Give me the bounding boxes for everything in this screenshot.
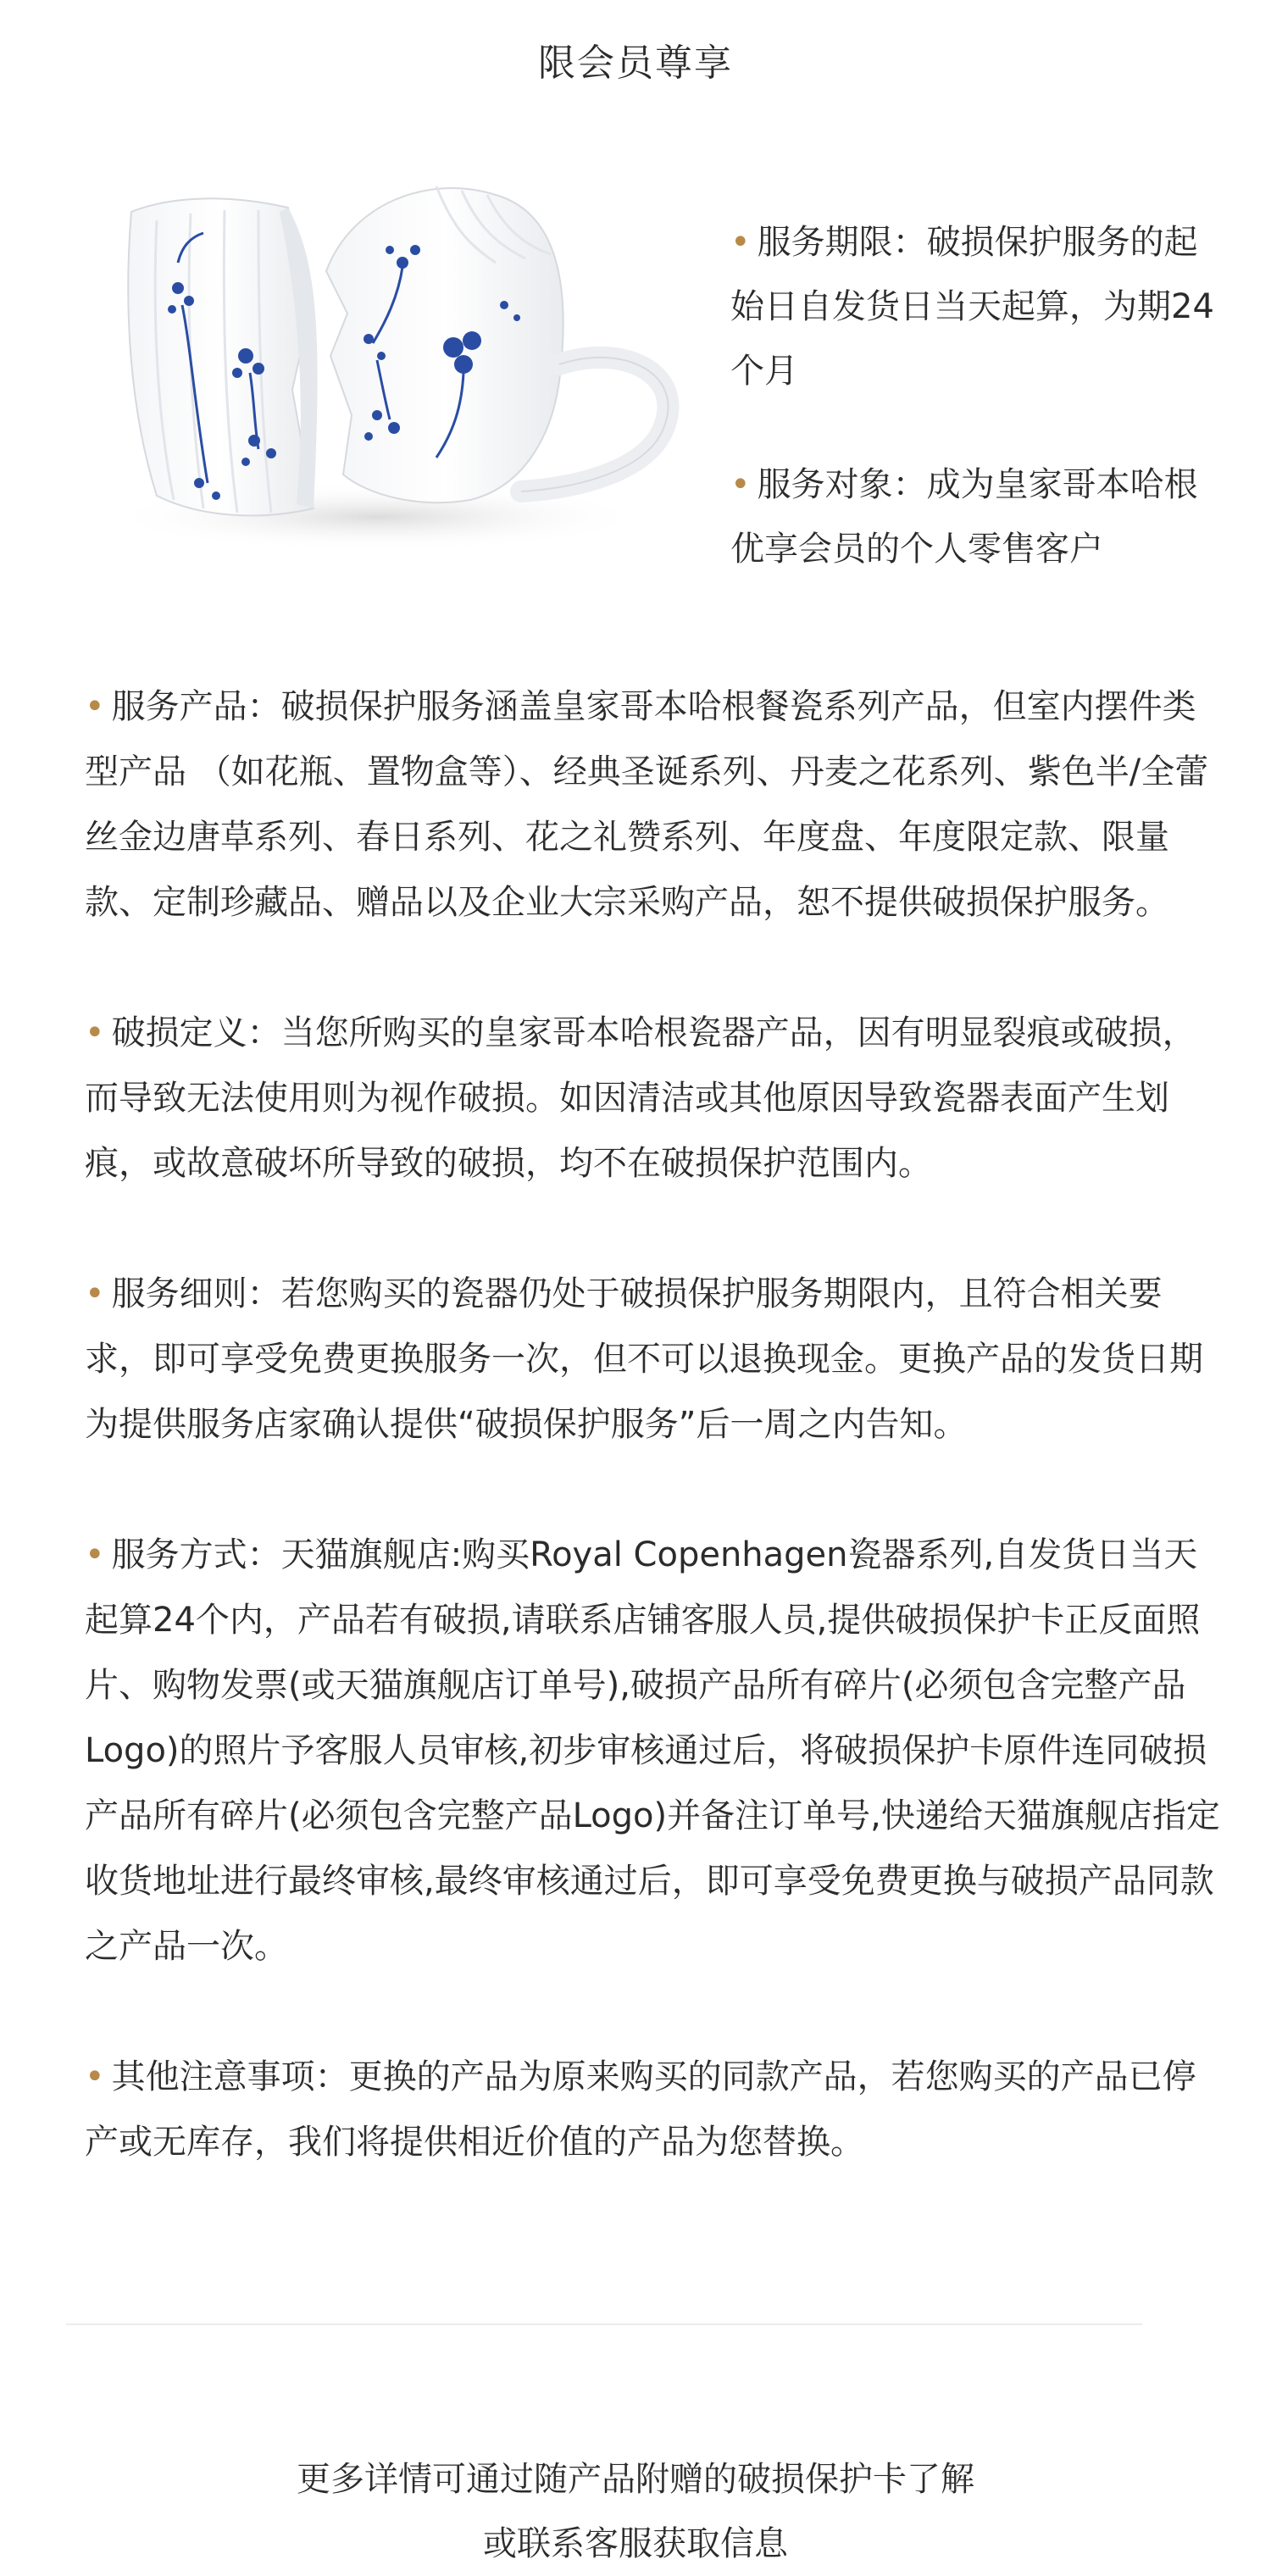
point-text: 服务对象：成为皇家哥本哈根优享会员的个人零售客户 bbox=[730, 465, 1198, 569]
bullet-mark: • bbox=[730, 465, 751, 504]
other-notes-point bbox=[85, 2045, 1220, 2175]
page-title: 限会员尊享 bbox=[538, 42, 733, 85]
section-divider bbox=[66, 2323, 1142, 2325]
bullet-mark: • bbox=[85, 687, 105, 726]
bullet-mark: • bbox=[730, 223, 751, 262]
point-text: 服务产品：破损保护服务涵盖皇家哥本哈根餐瓷系列产品，但室内摆件类型产品 （如花瓶、置物盒等）、经典圣诞系列、丹麦之花系列、紫色半/全蕾丝金边唐草系列、春日系列、花之礼赞系列、年度盘、年度限定款、限量款、定制珍藏品、赠品以及企业大宗采购产品，恕不提供破损保护服务。 bbox=[85, 687, 1209, 922]
damage-definition-point bbox=[85, 1001, 1220, 1196]
service-method-point bbox=[85, 1523, 1220, 1979]
bullet-mark: • bbox=[85, 1535, 105, 1574]
broken-teacup-photo bbox=[97, 161, 691, 559]
footer-line-2: 或联系客服获取信息 bbox=[483, 2524, 788, 2563]
service-target-point bbox=[730, 452, 1222, 581]
point-text: 破损定义：当您所购买的皇家哥本哈根瓷器产品，因有明显裂痕或破损，而导致无法使用则为视作破损。如因清洁或其他原因导致瓷器表面产生划痕，或故意破坏所导致的破损，均不在破损保护范围内。 bbox=[85, 1013, 1196, 1183]
service-products-point bbox=[85, 675, 1220, 935]
point-text: 其他注意事项：更换的产品为原来购买的同款产品，若您购买的产品已停产或无库存，我们将提供相近价值的产品为您替换。 bbox=[85, 2057, 1196, 2162]
point-text: 服务方式：天猫旗舰店:购买Royal Copenhagen瓷器系列,自发货日当天起算24个内，产品若有破损,请联系店铺客服人员,提供破损保护卡正反面照片、购物发票(或天猫旗舰店订单号),破损产品所有碎片(必须包含完整产品Logo)的照片予客服人员审核,初步审核通过后，将破损保护卡原件连同破损产品所有碎片(必须包含完整产品Logo)并备注订单号,快递给天猫旗舰店指定收货地址进行最终审核,最终审核通过后，即可享受免费更换与破损产品同款之产品一次。 bbox=[85, 1535, 1220, 1966]
bullet-mark: • bbox=[85, 1013, 105, 1052]
footer-line-1: 更多详情可通过随产品附赠的破损保护卡了解 bbox=[297, 2460, 974, 2499]
service-rules-point bbox=[85, 1262, 1220, 1457]
top-points bbox=[730, 210, 1222, 630]
bullet-mark: • bbox=[85, 2057, 105, 2096]
point-text: 服务期限：破损保护服务的起始日自发货日当天起算，为期24个月 bbox=[730, 223, 1214, 391]
point-text: 服务细则：若您购买的瓷器仍处于破损保护服务期限内，且符合相关要求，即可享受免费更换服务一次，但不可以退换现金。更换产品的发货日期为提供服务店家确认提供“破损保护服务”后一周之内告知。 bbox=[85, 1274, 1203, 1444]
service-period-point bbox=[730, 210, 1222, 403]
footer-note bbox=[0, 2447, 1271, 2576]
detail-points bbox=[85, 675, 1220, 2240]
bullet-mark: • bbox=[85, 1274, 105, 1313]
